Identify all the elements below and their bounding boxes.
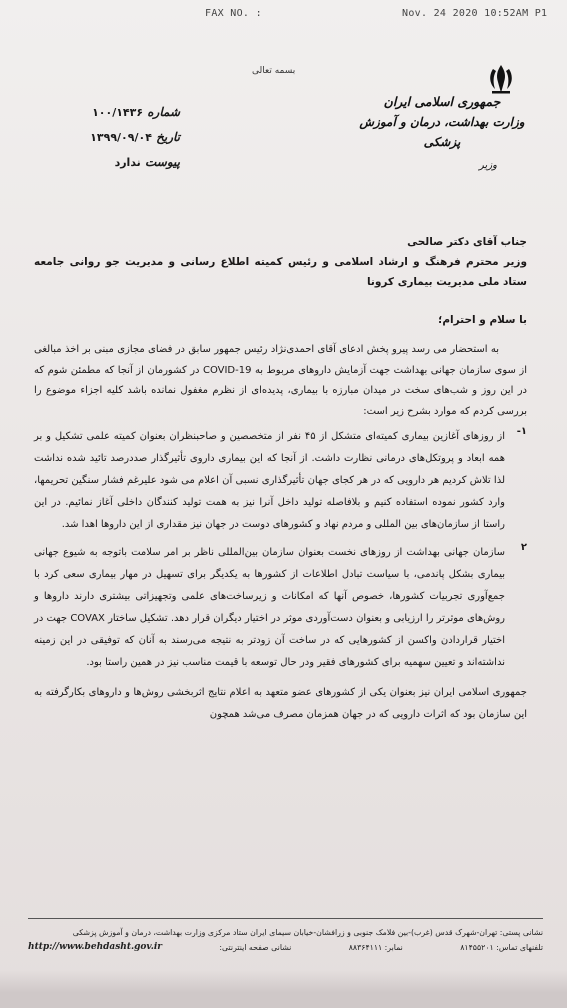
footer-website-label: نشانی صفحه اینترنتی: [219, 943, 292, 952]
list-item [34, 542, 527, 674]
list-item-text: از روزهای آغازین بیماری کمیته‌ای متشکل از ۴۵ نفر از متخصصین و صاحبنظران بعنوان کمیته علمی تشکیل و بر همه ابعاد و پروتکل‌های درمانی نظارت داشت. از آنجا که این بیماری داروی تأثیرگذار صددرصد تائید شده نداشت لذا تلاش کردیم هر دارویی که در هر کجای جهان تأثیرگذاری نسبی آن اعلام می شود علیرغم فشار سنگین تحریمها، وارد کشور نموده استفاده کنیم و بلافاصله تولید داخل آنرا نیز به همت تولید کنندگان داخلی آغاز نمائیم. در این راستا از سازمان‌های بین المللی و مردم نهاد و کشورهای دوست در جهان نیز مقداری از این داروها اهدا شد. [34, 431, 506, 530]
fax-header [0, 8, 567, 22]
reference-block [30, 100, 180, 175]
closing-paragraph: جمهوری اسلامی ایران نیز بعنوان یکی از کشورهای عضو متعهد به اعلام نتایج اثربخشی روش‌ها و داروهای بکارگرفته به این سازمان بود که اثرات دارویی که در جهان همزمان مصرف می‌شد همچون [34, 687, 527, 720]
recipient-title: وزیر محترم فرهنگ و ارشاد اسلامی و رئیس کمیته اطلاع رسانی و مدیریت جو روانی جامعه ستاد ملی مدیریت بیماری کرونا [34, 256, 527, 288]
ministry-name: وزارت بهداشت، درمان و آموزش پزشکی [359, 115, 525, 149]
letter-body [34, 232, 527, 726]
footer-website-link[interactable]: http://www.behdasht.gov.ir [28, 942, 163, 952]
footer-contact-row [28, 940, 543, 955]
ministry-letterhead [357, 92, 527, 176]
fax-number-label: FAX NO. : [205, 8, 262, 19]
reference-number [30, 100, 180, 125]
reference-date-label: تاریخ [156, 130, 180, 144]
reference-attachment-label: پیوست [145, 155, 180, 169]
reference-date [30, 125, 180, 150]
greeting: با سلام و احترام؛ [438, 314, 527, 326]
reference-number-label: شماره [147, 105, 180, 119]
list-item-text: سازمان جهانی بهداشت از روزهای نخست بعنوان سازمان بین‌المللی ناظر بر امر سلامت باتوجه به شیوع جهانی بیماری بشکل پاندمی، با سیاست تبادل اطلاعات از کشورها به یکدیگر برای تسهیل در مهار بیماری سعی کرد با جمع‌آوری تجربیات کشورها، خصوص آنها که امکانات و زیرساخت‌های علمی وتجهیزاتی بیشتری دارند داروها و روش‌های موثرتر را ارزیابی و بعنوان دست‌آوردی موثر در اختیار دیگران قرار دهد. تشکیل ساختار COVAX جهت در اختیار قراردادن واکسن از کشورهایی که در ساخت آن زودتر به نتیجه می‌رسند به آنان که توفیقی در این زمینه نداشته‌اند و تعیین سهمیه برای کشورهای فقیر ودر حال توسعه با قیمت مناسب نیز در همین راستا بود. [34, 547, 505, 668]
intro-paragraph: به استحضار می رسد پیرو پخش ادعای آقای احمدی‌نژاد رئیس جمهور سابق در فضای مجازی مبنی بر اخذ مبالغی از سوی سازمان جهانی بهداشت جهت آزمایش داروهای مربوط به COVID-19 در کشورمان از آنجا که مطمئن شوم که در این روز و شب‌های سخت در میدان مبارزه با بیماری، پدیده‌ای از نظرم مغفول نمانده باشد کلیه اجزاء موضوع را بررسی کردم که موارد بشرح زیر است: [34, 344, 527, 417]
page-footer [28, 918, 543, 955]
reference-number-value: ۱۰۰/۱۴۳۶ [92, 106, 144, 119]
reference-attachment-value: ندارد [114, 156, 141, 169]
footer-phone: تلفنهای تماس: ۸۱۴۵۵۲۰۱ [460, 943, 543, 952]
bismillah-heading: بسمه تعالی [252, 66, 296, 76]
office-name: وزیر [479, 160, 497, 171]
reference-attachment [30, 150, 180, 175]
list-item-number: ۲ [520, 542, 527, 553]
fax-date-time: Nov. 24 2020 10:52AM P1 [402, 8, 548, 19]
recipient-name: جناب آقای دکتر صالحی [407, 236, 527, 248]
list-item-number: ۱- [516, 426, 527, 437]
country-name: جمهوری اسلامی ایران [383, 94, 501, 109]
footer-fax: نمابر: ۸۸۳۶۴۱۱۱ [348, 943, 403, 952]
reference-date-value: ۱۳۹۹/۰۹/۰۴ [90, 131, 152, 144]
footer-address: نشانی پستی: تهران-شهرک قدس (غرب)-بین فلامک جنوبی و زرافشان-خیابان سیمای ایران ستاد مرکزی وزارت بهداشت، درمان و آموزش پزشکی [72, 928, 543, 937]
bottom-shadow [0, 970, 567, 1008]
list-item [34, 426, 527, 536]
footer-divider [28, 918, 543, 919]
iran-emblem-icon [484, 62, 518, 96]
